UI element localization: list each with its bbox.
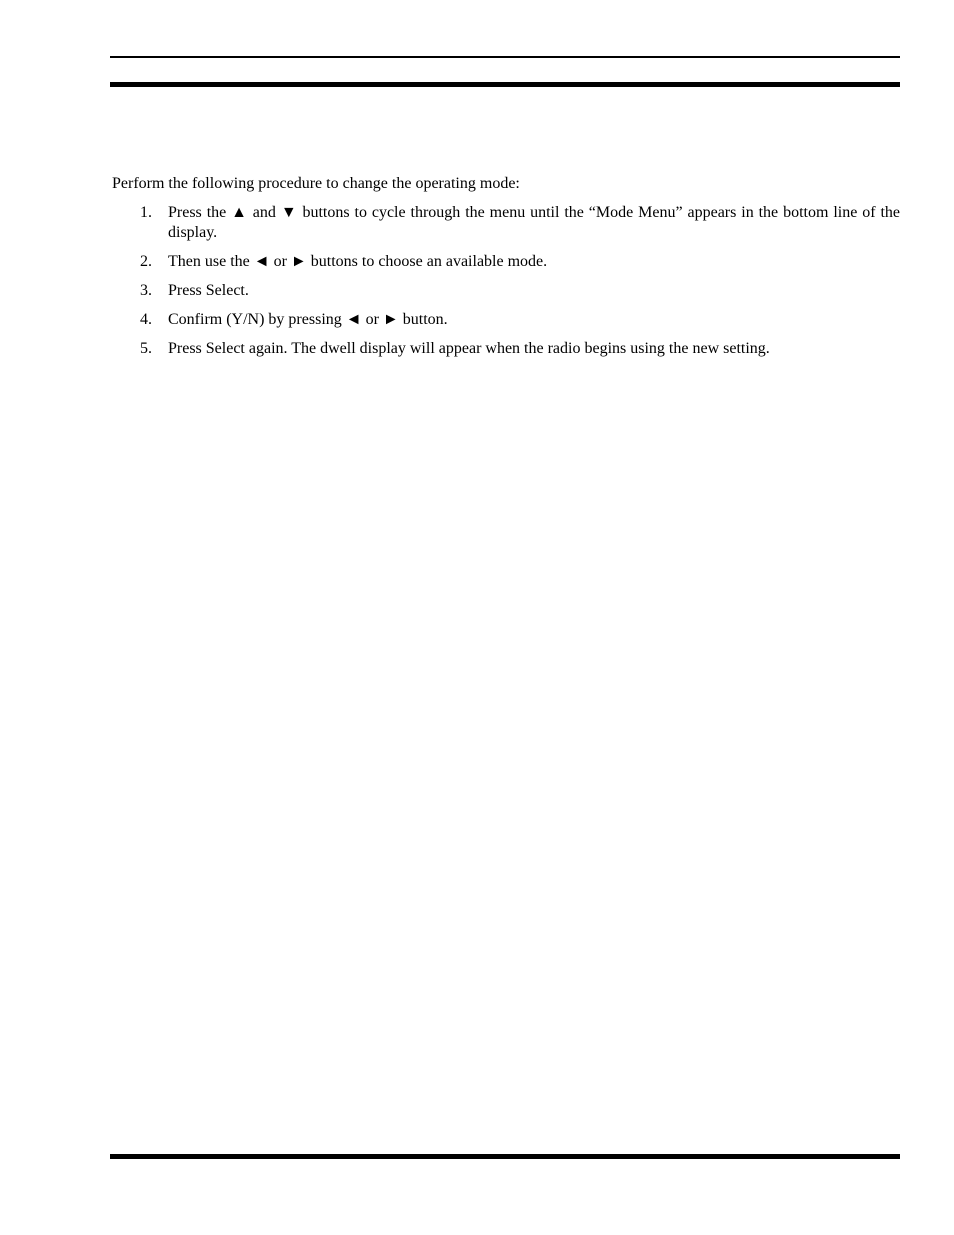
intro-paragraph: Perform the following procedure to change the operating mode: xyxy=(112,175,520,192)
procedure-step xyxy=(112,339,900,359)
footer-rule-thick xyxy=(110,1154,900,1159)
procedure-step xyxy=(112,281,900,301)
procedure-section xyxy=(112,174,900,368)
step-number: 1. xyxy=(140,204,152,221)
step-number: 3. xyxy=(140,282,152,299)
header-rule-thin xyxy=(110,56,900,58)
procedure-step xyxy=(112,252,900,272)
step-text: Press Select. xyxy=(168,282,249,299)
procedure-step xyxy=(112,310,900,330)
step-text: Confirm (Y/N) by pressing ◄ or ► button. xyxy=(168,311,448,328)
procedure-steps-list xyxy=(112,203,900,359)
step-number: 2. xyxy=(140,253,152,270)
header-rule-thick xyxy=(110,82,900,87)
step-text: Press Select again. The dwell display will appear when the radio begins using the new setting. xyxy=(168,340,770,357)
step-text: Press the ▲ and ▼ buttons to cycle through the menu until the “Mode Menu” appears in the bottom line of the display. xyxy=(168,204,900,241)
step-number: 4. xyxy=(140,311,152,328)
procedure-step xyxy=(112,203,900,243)
step-number: 5. xyxy=(140,340,152,357)
step-text: Then use the ◄ or ► buttons to choose an available mode. xyxy=(168,253,548,270)
